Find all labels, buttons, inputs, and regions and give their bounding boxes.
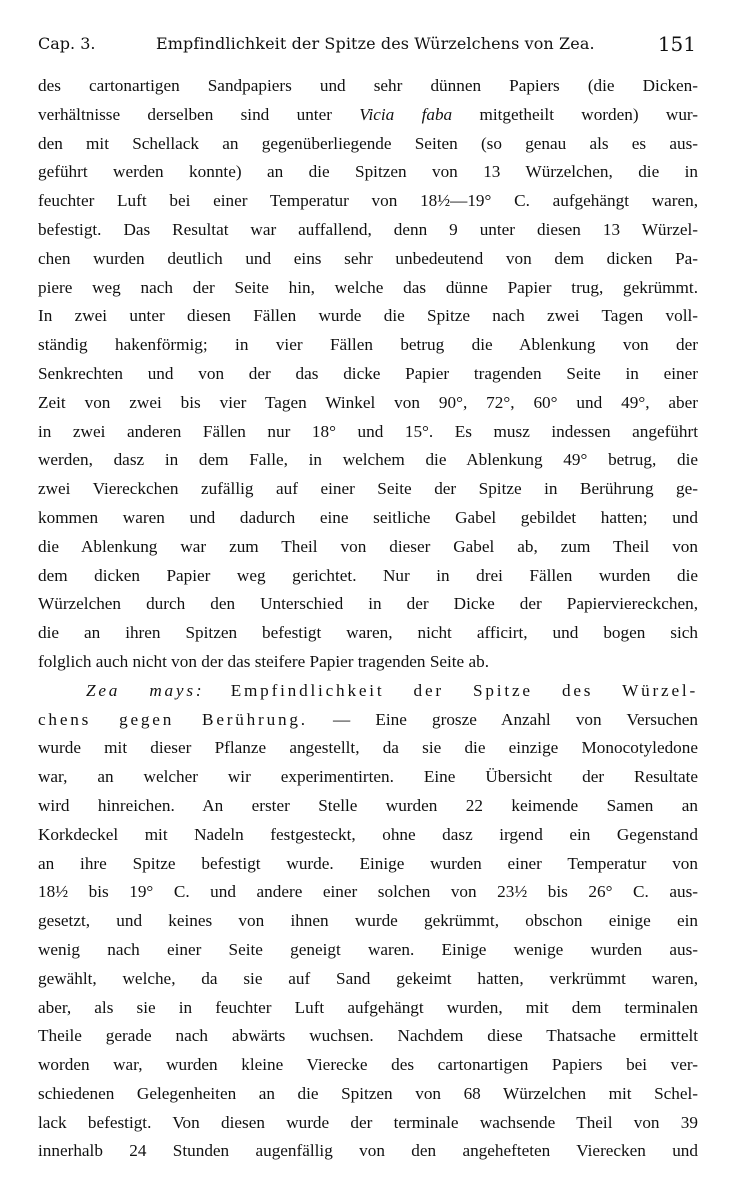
text-line: Theile gerade nach abwärts wuchsen. Nachdem diese Thatsache ermittelt	[38, 1026, 698, 1046]
text-line: piere weg nach der Seite hin, welche das dünne Papier trug, gekrümmt.	[38, 277, 698, 297]
text-line: des cartonartigen Sandpapiers und sehr dünnen Papiers (die Dicken-	[38, 76, 698, 95]
text-line: die an ihren Spitzen befestigt waren, nicht afficirt, und bogen sich	[38, 623, 698, 643]
text-line: zwei Viereckchen zufällig auf einer Seite der Spitze in Berührung ge-	[38, 479, 698, 499]
running-header	[38, 28, 698, 62]
text-line: Zeit von zwei bis vier Tagen Winkel von 90°, 72°, 60° und 49°, aber	[38, 392, 698, 412]
text-line: den mit Schellack an gegenüberliegende Seiten (so genau als es aus-	[38, 133, 698, 153]
text-line: ständig hakenförmig; in vier Fällen betrug die Ablenkung von der	[38, 335, 698, 355]
text-line: Senkrechten und von der das dicke Papier tragenden Seite in einer	[38, 363, 698, 383]
section-heading-cont: chens gegen Berührung.	[38, 709, 308, 729]
species-name: Vicia faba	[359, 104, 453, 124]
text-line: wird hinreichen. An erster Stelle wurden 22 keimende Samen an	[38, 795, 698, 815]
text-line: Würzelchen durch den Unterschied in der Dicke der Papierviereckchen,	[38, 594, 698, 614]
text-line: 18½ bis 19° C. und andere einer solchen von 23½ bis 26° C. aus-	[38, 882, 698, 902]
text-line: innerhalb 24 Stunden augenfällig von den angehefteten Vierecken und	[38, 1141, 698, 1161]
text-line: folglich auch nicht von der das steifere Papier tragenden Seite ab.	[38, 651, 490, 671]
text-line: geführt werden konnte) an die Spitzen von 13 Würzelchen, die in	[38, 162, 698, 182]
text-line: chens gegen Berührung. — Eine grosze Anzahl von Versuchen	[38, 709, 699, 729]
text-line: wurde mit dieser Pflanze angestellt, da sie die einzige Monocotyledone	[38, 738, 698, 758]
running-title: Empfindlichkeit der Spitze des Würzelchens von Zea.	[156, 34, 595, 53]
text-line: chen wurden deutlich und eins sehr unbedeutend von dem dicken Pa-	[38, 248, 698, 268]
text-line: lack befestigt. Von diesen wurde der terminale wachsende Theil von 39	[38, 1112, 698, 1132]
text-line: werden, dasz in dem Falle, in welchem die Ablenkung 49° betrug, die	[38, 450, 698, 470]
text-line: an ihre Spitze befestigt wurde. Einige wurden einer Temperatur von	[38, 853, 698, 873]
text-line: Korkdeckel mit Nadeln festgesteckt, ohne dasz irgend ein Gegenstand	[38, 824, 698, 844]
book-page	[38, 28, 698, 1188]
section-heading: Empfindlichkeit der Spitze des Würzel-	[230, 680, 698, 700]
text-line: worden war, wurden kleine Vierecke des cartonartigen Papiers bei ver-	[38, 1055, 698, 1075]
text-line: In zwei unter diesen Fällen wurde die Spitze nach zwei Tagen voll-	[38, 306, 698, 326]
chapter-label: Cap. 3.	[38, 34, 96, 53]
text-line: war, an welcher wir experimentirten. Eine Übersicht der Resultate	[38, 767, 698, 787]
text-line: in zwei anderen Fällen nur 18° und 15°. Es musz indessen angeführt	[38, 421, 698, 441]
text-line: wenig nach einer Seite geneigt waren. Einige wenige wurden aus-	[38, 939, 698, 959]
text-line: aber, als sie in feuchter Luft aufgehängt wurden, mit dem terminalen	[38, 997, 698, 1017]
text-line: feuchter Luft bei einer Temperatur von 18½—19° C. aufgehängt waren,	[38, 191, 698, 211]
text-line: gesetzt, und keines von ihnen wurde gekrümmt, obschon einige ein	[38, 911, 698, 931]
text-line: schiedenen Gelegenheiten an die Spitzen von 68 Würzelchen mit Schel-	[38, 1083, 698, 1103]
body-text	[38, 72, 698, 1166]
text-line: die Ablenkung war zum Theil von dieser Gabel ab, zum Theil von	[38, 536, 698, 556]
text-line: kommen waren und dadurch eine seitliche Gabel gebildet hatten; und	[38, 507, 698, 527]
text-line: befestigt. Das Resultat war auffallend, denn 9 unter diesen 13 Würzel-	[38, 219, 698, 239]
text-line: gewählt, welche, da sie auf Sand gekeimt hatten, verkrümmt waren,	[38, 968, 698, 988]
species-heading: Zea mays:	[86, 680, 205, 700]
section-heading-line	[38, 677, 698, 706]
text-line: dem dicken Papier weg gerichtet. Nur in drei Fällen wurden die	[38, 565, 698, 585]
page-number: 151	[657, 32, 696, 56]
text-line: verhältnisse derselben sind unter Vicia faba mitgetheilt worden) wur-	[38, 104, 699, 124]
